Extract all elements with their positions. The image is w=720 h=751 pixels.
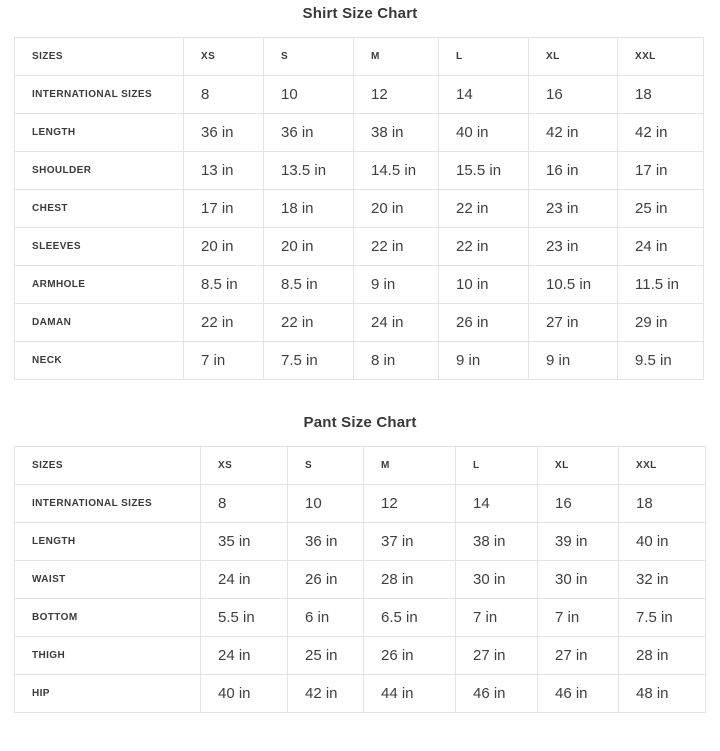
size-value-cell: 13 in — [184, 152, 264, 190]
size-value-cell: 20 in — [264, 228, 354, 266]
size-value-cell: 7.5 in — [264, 342, 354, 380]
size-value-cell: 24 in — [201, 637, 288, 675]
column-header-s: S — [264, 38, 354, 76]
row-label-international-sizes: INTERNATIONAL SIZES — [15, 76, 184, 114]
size-value-cell: 48 in — [619, 675, 706, 713]
size-value-cell: 11.5 in — [618, 266, 704, 304]
size-value-cell: 36 in — [184, 114, 264, 152]
size-value-cell: 20 in — [354, 190, 439, 228]
size-value-cell: 9 in — [439, 342, 529, 380]
table-row — [15, 561, 706, 599]
row-label-armhole: ARMHOLE — [15, 266, 184, 304]
size-value-cell: 35 in — [201, 523, 288, 561]
column-header-sizes: SIZES — [15, 447, 201, 485]
size-value-cell: 25 in — [618, 190, 704, 228]
size-value-cell: 25 in — [288, 637, 364, 675]
table-row — [15, 114, 704, 152]
size-value-cell: 30 in — [538, 561, 619, 599]
size-value-cell: 22 in — [264, 304, 354, 342]
size-value-cell: 27 in — [538, 637, 619, 675]
header-row — [15, 447, 706, 485]
size-value-cell: 10 in — [439, 266, 529, 304]
column-header-xs: XS — [201, 447, 288, 485]
size-value-cell: 16 — [538, 485, 619, 523]
size-value-cell: 23 in — [529, 228, 618, 266]
row-label-waist: WAIST — [15, 561, 201, 599]
size-value-cell: 23 in — [529, 190, 618, 228]
row-label-daman: DAMAN — [15, 304, 184, 342]
size-value-cell: 24 in — [201, 561, 288, 599]
column-header-sizes: SIZES — [15, 38, 184, 76]
size-value-cell: 18 — [618, 76, 704, 114]
size-value-cell: 7 in — [184, 342, 264, 380]
table-row — [15, 485, 706, 523]
size-value-cell: 46 in — [538, 675, 619, 713]
column-header-xxl: XXL — [619, 447, 706, 485]
size-value-cell: 27 in — [456, 637, 538, 675]
size-value-cell: 16 in — [529, 152, 618, 190]
pant-chart-title: Pant Size Chart — [303, 414, 417, 431]
size-value-cell: 42 in — [618, 114, 704, 152]
size-value-cell: 12 — [364, 485, 456, 523]
size-value-cell: 8 — [184, 76, 264, 114]
size-value-cell: 36 in — [264, 114, 354, 152]
size-value-cell: 26 in — [288, 561, 364, 599]
size-value-cell: 9 in — [354, 266, 439, 304]
table-row — [15, 523, 706, 561]
size-value-cell: 14 — [456, 485, 538, 523]
size-value-cell: 8 — [201, 485, 288, 523]
size-value-cell: 9 in — [529, 342, 618, 380]
size-value-cell: 6.5 in — [364, 599, 456, 637]
table-row — [15, 228, 704, 266]
table-row — [15, 76, 704, 114]
header-row — [15, 38, 704, 76]
size-value-cell: 20 in — [184, 228, 264, 266]
size-value-cell: 22 in — [184, 304, 264, 342]
row-label-sleeves: SLEEVES — [15, 228, 184, 266]
row-label-chest: CHEST — [15, 190, 184, 228]
row-label-length: LENGTH — [15, 114, 184, 152]
size-value-cell: 40 in — [201, 675, 288, 713]
size-value-cell: 29 in — [618, 304, 704, 342]
size-value-cell: 32 in — [619, 561, 706, 599]
size-value-cell: 42 in — [288, 675, 364, 713]
row-label-international-sizes: INTERNATIONAL SIZES — [15, 485, 201, 523]
size-value-cell: 38 in — [354, 114, 439, 152]
size-value-cell: 24 in — [354, 304, 439, 342]
size-value-cell: 46 in — [456, 675, 538, 713]
size-value-cell: 18 — [619, 485, 706, 523]
size-value-cell: 40 in — [439, 114, 529, 152]
size-value-cell: 7 in — [456, 599, 538, 637]
size-value-cell: 5.5 in — [201, 599, 288, 637]
size-value-cell: 17 in — [618, 152, 704, 190]
column-header-m: M — [364, 447, 456, 485]
size-value-cell: 17 in — [184, 190, 264, 228]
size-value-cell: 22 in — [439, 228, 529, 266]
size-value-cell: 28 in — [364, 561, 456, 599]
shirt-chart-title: Shirt Size Chart — [302, 5, 418, 22]
size-value-cell: 28 in — [619, 637, 706, 675]
size-value-cell: 22 in — [354, 228, 439, 266]
size-value-cell: 12 — [354, 76, 439, 114]
size-value-cell: 8.5 in — [184, 266, 264, 304]
size-value-cell: 38 in — [456, 523, 538, 561]
size-value-cell: 8 in — [354, 342, 439, 380]
size-value-cell: 26 in — [439, 304, 529, 342]
size-value-cell: 18 in — [264, 190, 354, 228]
size-value-cell: 40 in — [619, 523, 706, 561]
size-value-cell: 8.5 in — [264, 266, 354, 304]
size-value-cell: 44 in — [364, 675, 456, 713]
size-value-cell: 10 — [264, 76, 354, 114]
table-row — [15, 304, 704, 342]
column-header-xl: XL — [529, 38, 618, 76]
table-row — [15, 342, 704, 380]
size-value-cell: 7.5 in — [619, 599, 706, 637]
size-value-cell: 9.5 in — [618, 342, 704, 380]
size-value-cell: 7 in — [538, 599, 619, 637]
column-header-xl: XL — [538, 447, 619, 485]
size-value-cell: 30 in — [456, 561, 538, 599]
row-label-hip: HIP — [15, 675, 201, 713]
column-header-l: L — [439, 38, 529, 76]
column-header-l: L — [456, 447, 538, 485]
size-value-cell: 26 in — [364, 637, 456, 675]
shirt-size-chart-section — [14, 6, 706, 380]
column-header-s: S — [288, 447, 364, 485]
size-value-cell: 16 — [529, 76, 618, 114]
table-row — [15, 637, 706, 675]
table-row — [15, 675, 706, 713]
size-value-cell: 13.5 in — [264, 152, 354, 190]
table-row — [15, 190, 704, 228]
column-header-m: M — [354, 38, 439, 76]
table-row — [15, 152, 704, 190]
size-value-cell: 14.5 in — [354, 152, 439, 190]
size-value-cell: 24 in — [618, 228, 704, 266]
table-row — [15, 266, 704, 304]
size-value-cell: 22 in — [439, 190, 529, 228]
size-value-cell: 36 in — [288, 523, 364, 561]
size-value-cell: 27 in — [529, 304, 618, 342]
row-label-neck: NECK — [15, 342, 184, 380]
shirt-size-table — [14, 37, 704, 380]
size-value-cell: 10.5 in — [529, 266, 618, 304]
size-value-cell: 10 — [288, 485, 364, 523]
size-value-cell: 39 in — [538, 523, 619, 561]
column-header-xs: XS — [184, 38, 264, 76]
size-value-cell: 37 in — [364, 523, 456, 561]
size-value-cell: 42 in — [529, 114, 618, 152]
row-label-shoulder: SHOULDER — [15, 152, 184, 190]
table-row — [15, 599, 706, 637]
row-label-bottom: BOTTOM — [15, 599, 201, 637]
size-value-cell: 15.5 in — [439, 152, 529, 190]
row-label-thigh: THIGH — [15, 637, 201, 675]
row-label-length: LENGTH — [15, 523, 201, 561]
size-value-cell: 6 in — [288, 599, 364, 637]
size-value-cell: 14 — [439, 76, 529, 114]
column-header-xxl: XXL — [618, 38, 704, 76]
pant-size-chart-section — [14, 415, 706, 713]
pant-size-table — [14, 446, 706, 713]
